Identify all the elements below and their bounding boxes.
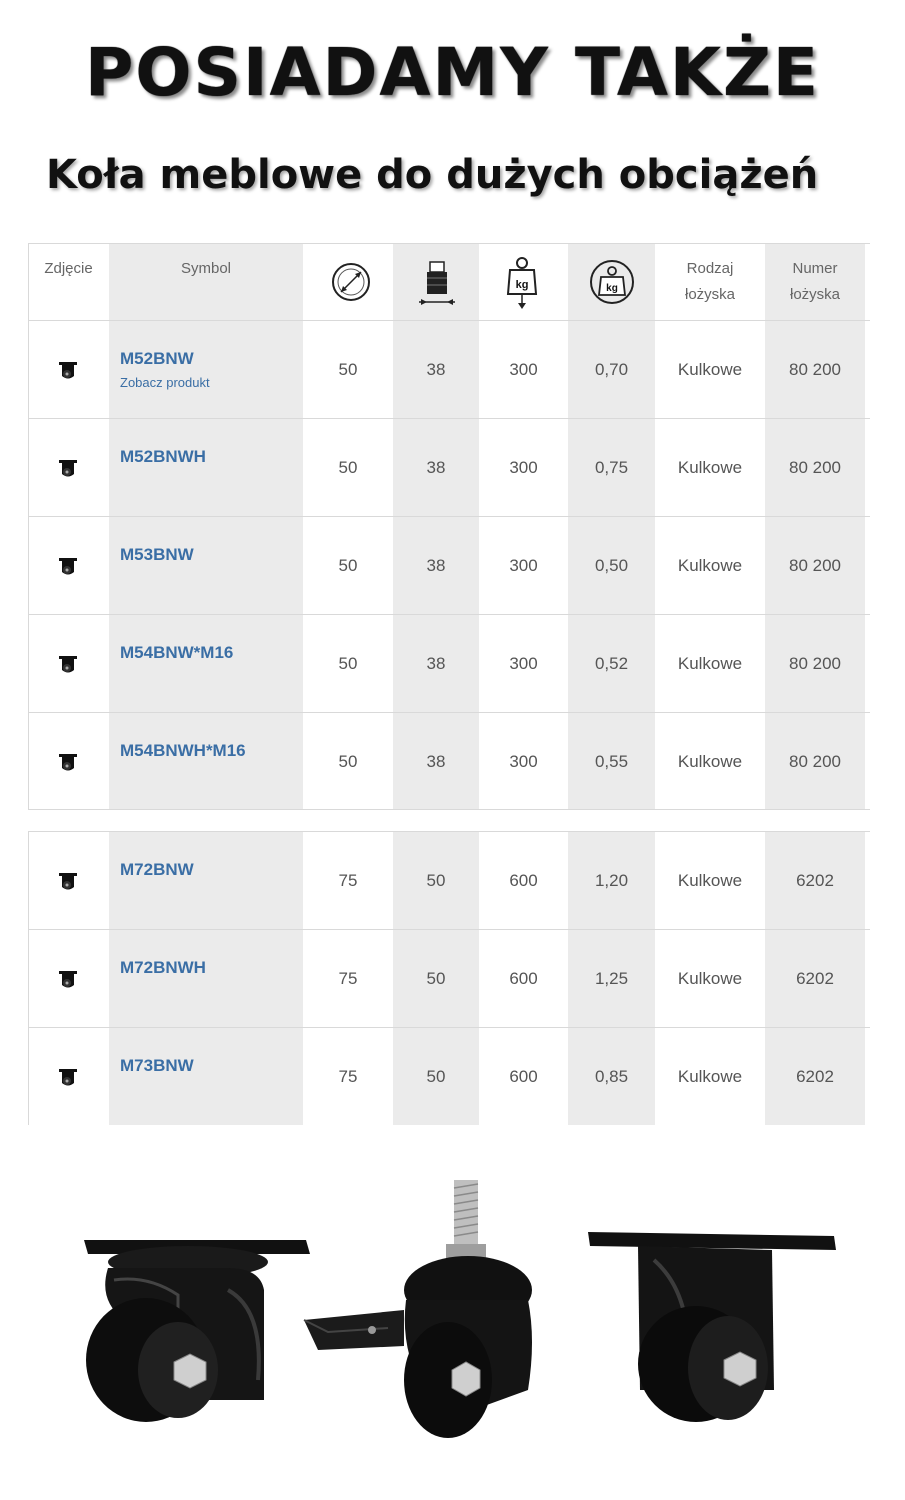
cell-bearing-number: 80 200	[789, 360, 841, 379]
product-symbol-link[interactable]: M72BNW	[120, 860, 194, 879]
product-table-2	[28, 831, 870, 1125]
cell-mass: 0,52	[594, 654, 629, 673]
cell-load: 600	[509, 969, 538, 988]
cell-bearing-number: 6202	[796, 871, 834, 890]
cell-bearing-number: 6202	[796, 969, 834, 988]
cell-width: 50	[426, 871, 446, 890]
cell-mass: 0,70	[594, 360, 629, 379]
cell-bearing-type: Kulkowe	[677, 1067, 743, 1086]
cell-bearing-number: 6202	[796, 1067, 834, 1086]
table-row	[28, 712, 870, 811]
caster-thumbnail-icon[interactable]	[54, 867, 82, 895]
product-symbol-link[interactable]: M54BNW*M16	[120, 643, 234, 662]
view-product-link[interactable]: Zobacz produkt	[120, 375, 210, 390]
cell-width: 50	[426, 969, 446, 988]
product-symbol-link[interactable]: M73BNW	[120, 1056, 194, 1075]
table-row	[28, 929, 870, 1028]
swivel-caster-plate-photo	[84, 1240, 310, 1422]
cell-diameter: 75	[338, 1067, 358, 1086]
cell-load: 600	[509, 871, 538, 890]
cell-bearing-type: Kulkowe	[677, 654, 743, 673]
cell-width: 50	[426, 1067, 446, 1086]
cell-diameter: 75	[338, 871, 358, 890]
header-bearing-type: Rodzaj łożyska	[684, 260, 736, 303]
cell-load: 300	[509, 752, 538, 771]
cell-load: 300	[509, 556, 538, 575]
weight-unit: kg	[606, 283, 618, 294]
caster-thumbnail-icon[interactable]	[54, 650, 82, 678]
cell-mass: 1,20	[594, 871, 629, 890]
product-table-1	[28, 243, 870, 809]
cell-load: 300	[509, 458, 538, 477]
load-capacity-icon	[505, 254, 539, 310]
table-row	[28, 1027, 870, 1126]
product-symbol-link[interactable]: M54BNWH*M16	[120, 741, 246, 760]
product-symbol-link[interactable]: M52BNWH	[120, 447, 206, 466]
product-symbol-link[interactable]: M53BNW	[120, 545, 194, 564]
product-photos	[28, 1150, 870, 1480]
cell-bearing-type: Kulkowe	[677, 458, 743, 477]
header-photo: Zdjęcie	[44, 260, 93, 277]
cell-width: 38	[426, 556, 446, 575]
cell-mass: 0,75	[594, 458, 629, 477]
cell-diameter: 50	[338, 458, 358, 477]
load-unit: kg	[515, 279, 529, 291]
weight-icon	[589, 259, 635, 305]
cell-bearing-type: Kulkowe	[677, 752, 743, 771]
cell-bearing-number: 80 200	[789, 752, 841, 771]
cell-bearing-type: Kulkowe	[677, 969, 743, 988]
cell-mass: 0,55	[594, 752, 629, 771]
cell-width: 38	[426, 360, 446, 379]
wheel-diameter-icon	[329, 260, 373, 304]
caster-thumbnail-icon[interactable]	[54, 965, 82, 993]
table-row	[28, 418, 870, 517]
cell-width: 38	[426, 654, 446, 673]
subheadline: Koła meblowe do dużych obciążeń	[46, 152, 819, 198]
cell-diameter: 50	[338, 556, 358, 575]
cell-mass: 1,25	[594, 969, 629, 988]
cell-bearing-number: 80 200	[789, 556, 841, 575]
caster-thumbnail-icon[interactable]	[54, 1063, 82, 1091]
product-symbol-link[interactable]: M72BNWH	[120, 958, 206, 977]
caster-thumbnail-icon[interactable]	[54, 454, 82, 482]
cell-diameter: 50	[338, 360, 358, 379]
header-bearing-number: Numer łożyska	[789, 260, 841, 303]
cell-mass: 0,85	[594, 1067, 629, 1086]
threaded-stem-caster-with-brake-photo	[304, 1180, 532, 1438]
caster-thumbnail-icon[interactable]	[54, 552, 82, 580]
wheel-width-icon	[417, 258, 457, 308]
cell-load: 600	[509, 1067, 538, 1086]
table-row	[28, 516, 870, 615]
cell-bearing-number: 80 200	[789, 458, 841, 477]
product-symbol-link[interactable]: M52BNW	[120, 349, 194, 368]
cell-bearing-type: Kulkowe	[677, 871, 743, 890]
cell-bearing-type: Kulkowe	[677, 360, 743, 379]
headline: POSIADAMY TAKŻE	[84, 34, 821, 111]
table-row	[28, 320, 870, 419]
table-row	[28, 614, 870, 713]
table-header	[28, 243, 870, 321]
cell-bearing-type: Kulkowe	[677, 556, 743, 575]
cell-diameter: 75	[338, 969, 358, 988]
caster-thumbnail-icon[interactable]	[54, 748, 82, 776]
cell-width: 38	[426, 752, 446, 771]
caster-thumbnail-icon[interactable]	[54, 356, 82, 384]
cell-diameter: 50	[338, 654, 358, 673]
cell-bearing-number: 80 200	[789, 654, 841, 673]
cell-load: 300	[509, 360, 538, 379]
table-row	[28, 831, 870, 930]
fixed-caster-plate-photo	[588, 1232, 836, 1422]
cell-mass: 0,50	[594, 556, 629, 575]
cell-diameter: 50	[338, 752, 358, 771]
cell-width: 38	[426, 458, 446, 477]
cell-load: 300	[509, 654, 538, 673]
header-symbol: Symbol	[180, 260, 232, 277]
